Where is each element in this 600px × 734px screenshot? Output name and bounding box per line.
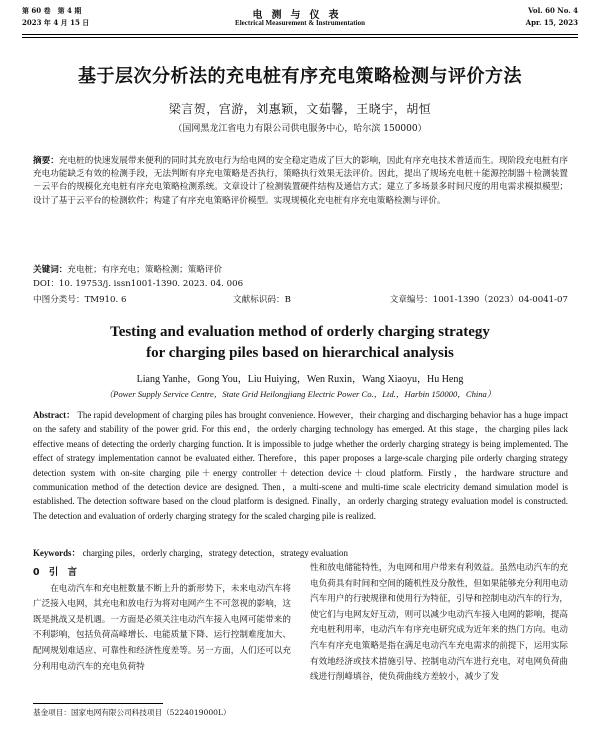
body-column-right bbox=[310, 561, 568, 686]
keywords-en-text: charging piles，orderly charging，strategy detection，strategy evaluation bbox=[82, 548, 348, 558]
abstract-en-text: The rapid development of charging piles has brought convenience. However，their charging and discharging behavior has a huge impact on the safety and stability of the power grid. For this end，the orderly charging technology has emerged. At this stage，the charging piles lack effective means of detecting the orderly charging function. It is impossible to judge whether the orderly charging strategy is being implemented. The effect of strategy implementation cannot be evaluated either. Therefore，this paper proposes a large-scale charging pile orderly charging strategy detection system with on-site charging pile＋energy controller＋detection device＋cloud platform. Firstly，the hardware structure and communication method of the detection device are designed. Then，a multi-scene and multi-time scale electricity demand simulation model is established. The detection software based on the cloud platform is designed. Finally，an orderly charging strategy evaluation model is constructed. The detection and evaluation of orderly charging strategy for the scaled charging pile is realized. bbox=[33, 410, 569, 521]
body-paragraph-right: 性和放电储能特性，为电网和用户带来有利效益。虽然电动汽车的充电负荷具有时间和空间的随机性及分散性，但如果能够充分利用电动汽车用户的行驶规律和使用行为特征，引导和控制电动汽车的行为，使它们与电网友好互动，则可以减少电动汽车接入电网的影响，提高充电桩利用率，电动汽车有序充电研究成为近年来的热门方向。电动汽车有序充电策略是指在满足电动汽车充电需求的前提下，运用实际有效地经济或技术措施引导、控制电动汽车进行充电，对电网负荷曲线进行削峰填谷，使负荷曲线方差较小，减少了发 bbox=[310, 563, 568, 683]
header-volume-cn: 第 60 卷 第 4 期 bbox=[22, 6, 82, 15]
header-rule-thin bbox=[22, 37, 578, 38]
footnote-rule bbox=[33, 703, 163, 704]
classification-row bbox=[33, 293, 568, 305]
title-cn: 基于层次分析法的充电桩有序充电策略检测与评价方法 bbox=[78, 66, 522, 87]
abstract-cn bbox=[33, 155, 568, 208]
header-volume-en: Vol. 60 No. 4 bbox=[528, 6, 578, 15]
document-code: 文献标识码：B bbox=[233, 295, 291, 305]
article-number: 文章编号：1001-1390（2023）04-0041-07 bbox=[389, 295, 568, 305]
affiliation-cn: （国网黑龙江省电力有限公司供电服务中心，哈尔滨 150000） bbox=[173, 124, 427, 134]
abstract-en bbox=[33, 408, 568, 523]
abstract-cn-label: 摘要： bbox=[33, 156, 59, 166]
abstract-cn-text: 充电桩的快速发展带来便利的同时其充放电行为给电网的安全稳定造成了巨大的影响，因此有序充电技术普适而生。现阶段充电桩有序充电功能缺乏有效的检测手段，无法判断有序充电策略是否执行，策略执行效果无法评价。因此，提出了规场充电桩＋能源控制器＋检测装置－云平台的规模化充电桩有序充电策略检测系统。文章设计了检测装置硬件结构及通信方式；建立了多场景多时间尺度的用电需求模拟模型；设计了基于云平台的检测软件；构建了有序充电策略评价模型。实现规模化充电桩有序充电策略检测与评价。 bbox=[33, 156, 568, 206]
keywords-cn-label: 关键词： bbox=[33, 265, 68, 275]
header-date-cn: 2023 年 4 月 15 日 bbox=[22, 18, 90, 27]
affiliation-en: （Power Supply Service Centre，State Grid Heilongjiang Electric Power Co.，Ltd.，Harbin 150000，China） bbox=[104, 389, 496, 399]
authors-cn: 梁言贺，宫游，刘惠颖，文茹馨，王晓宇，胡恒 bbox=[168, 102, 432, 116]
title-en-line1: Testing and evaluation method of orderly charging strategy bbox=[110, 324, 490, 340]
authors-en: Liang Yanhe，Gong You，Liu Huiying，Wen Ruxin，Wang Xiaoyu，Hu Heng bbox=[136, 374, 464, 385]
header-rule-thick bbox=[22, 34, 578, 35]
section-heading-intro: 0 引 言 bbox=[33, 567, 78, 578]
title-en-line2: for charging piles based on hierarchical analysis bbox=[146, 345, 454, 361]
class-number: 中图分类号：TM910. 6 bbox=[33, 295, 127, 305]
header-journal-en: Electrical Measurement & Instrumentation bbox=[235, 19, 365, 27]
body-column-left bbox=[33, 565, 291, 675]
keywords-en bbox=[33, 546, 568, 559]
header-date-en: Apr. 15, 2023 bbox=[525, 18, 578, 27]
header-journal-cn: 电测与仪表 bbox=[252, 10, 348, 21]
keywords-cn bbox=[33, 263, 568, 275]
title-en bbox=[20, 322, 580, 364]
footnote-funding: 基金项目：国家电网有限公司科技项目（5224019000L） bbox=[33, 708, 231, 717]
abstract-en-label: Abstract： bbox=[33, 410, 76, 420]
keywords-cn-text: 充电桩；有序充电；策略检测；策略评价 bbox=[67, 265, 223, 275]
doi: DOI：10. 19753/j. issn1001-1390. 2023. 04. 006 bbox=[33, 279, 244, 289]
keywords-en-label: Keywords： bbox=[33, 548, 81, 558]
body-paragraph-left: 在电动汽车和充电桩数量不断上升的新形势下，未来电动汽车将广泛接入电网，其充电和放电行为将对电网产生不可忽视的影响，这既是挑战又是机遇。一方面是必须关注电动汽车接入电网可能带来的不利影响，包括负荷高峰增长、电能质量下降、运行控制难度加大、配网规划难适应、可靠性和经济性度差等。另一方面，人们还可以充分利用电动汽车的充电负荷特 bbox=[33, 583, 291, 672]
running-header bbox=[22, 6, 578, 36]
